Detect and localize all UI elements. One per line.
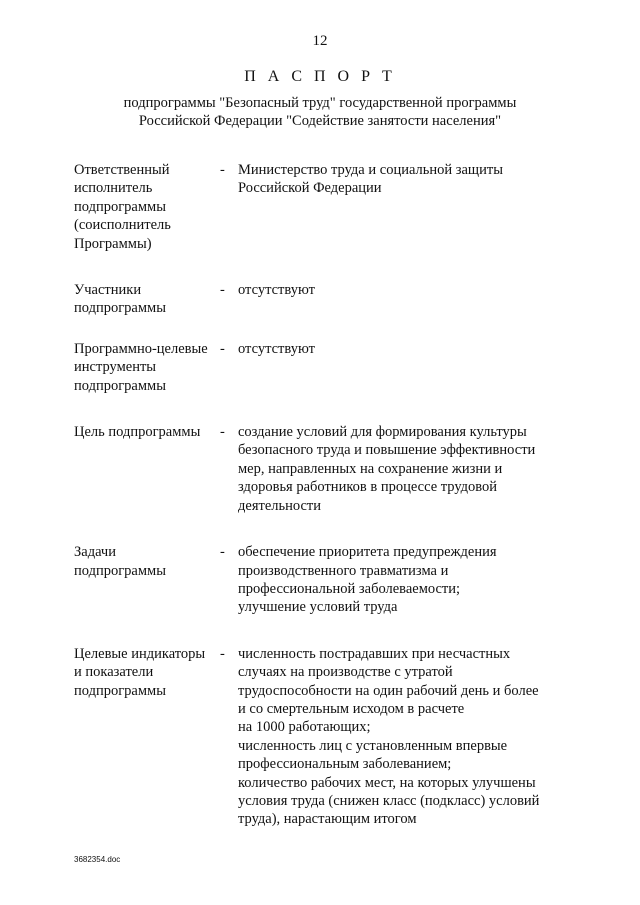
row-label-line: инструменты (74, 359, 157, 376)
row-label-line: подпрограммы (74, 198, 166, 215)
row-label (74, 543, 220, 580)
row-value-line: Российской Федерации (238, 180, 382, 197)
row-value-line: количество рабочих мест, на которых улучшены (238, 774, 536, 791)
row-value-line: отсутствуют (238, 340, 315, 357)
row-value-line: создание условий для формирования культуры (238, 424, 527, 441)
row-label-line: подпрограммы (74, 562, 166, 579)
row-label-line: и показатели (74, 664, 154, 681)
row-value-line: случаях на производстве с утратой (238, 664, 453, 681)
row-value-line: здоровья работников в процессе трудовой (238, 479, 498, 496)
row-dash: - (220, 645, 225, 662)
row-label-line: подпрограммы (74, 300, 166, 317)
row-label-line: Программно-целевые (74, 340, 208, 357)
passport-row (74, 423, 564, 515)
row-dash: - (220, 544, 225, 561)
row-label-line: исполнитель (74, 180, 153, 197)
row-label-line: подпрограммы (74, 682, 166, 699)
row-value-line: трудоспособности на один рабочий день и более (238, 682, 539, 699)
row-label (74, 340, 220, 395)
subtitle-line: Российской Федерации "Содействие занятости населения" (138, 113, 502, 129)
row-label (74, 423, 220, 441)
row-value-line: условия труда (снижен класс (подкласс) условий (238, 792, 540, 809)
passport-row (74, 281, 564, 318)
row-value (238, 543, 564, 617)
row-dash: - (220, 282, 225, 299)
row-label (74, 645, 220, 700)
row-dash: - (220, 340, 225, 357)
passport-row (74, 645, 564, 829)
row-value-line: численность пострадавших при несчастных (238, 645, 511, 662)
row-value (238, 645, 564, 829)
row-value-line: профессиональной заболеваемости; (238, 580, 461, 597)
row-dash: - (220, 162, 225, 178)
row-value-line: труда), нарастающим итогом (238, 811, 417, 828)
row-label-line: Цель подпрограммы (74, 424, 201, 441)
passport-row (74, 543, 564, 617)
passport-table (74, 161, 564, 829)
row-value-line: отсутствуют (238, 282, 315, 299)
document-subtitle (0, 94, 640, 130)
row-value-line: производственного травматизма и (238, 562, 449, 579)
row-value-line: на 1000 работающих; (238, 719, 371, 736)
row-value (238, 281, 564, 299)
row-value-line: численность лиц с установленным впервые (238, 737, 508, 754)
row-label-line: Программы) (74, 235, 152, 252)
row-value (238, 340, 564, 358)
row-value-line: и со смертельным исходом в расчете (238, 700, 465, 717)
row-value (238, 161, 564, 198)
row-label-line: Ответственный (74, 162, 170, 178)
row-label-line: Целевые индикаторы (74, 645, 206, 662)
footer-file-code: 3682354.doc (74, 855, 121, 864)
row-dash: - (220, 424, 225, 441)
row-label-line: Участники (74, 282, 142, 299)
row-label-line: (соисполнитель (74, 217, 171, 234)
row-label (74, 161, 220, 253)
row-value-line: Министерство труда и социальной защиты (238, 162, 503, 178)
row-value-line: безопасного труда и повышение эффективности (238, 442, 536, 459)
row-label (74, 281, 220, 318)
row-value-line: деятельности (238, 497, 322, 514)
passport-row (74, 161, 564, 253)
document-title: П А С П О Р Т (244, 68, 396, 85)
row-value-line: улучшение условий труда (238, 599, 398, 616)
row-value-line: профессиональным заболеванием; (238, 756, 452, 773)
page-number: 12 (312, 33, 328, 49)
row-value-line: обеспечение приоритета предупреждения (238, 544, 497, 561)
row-label-line: подпрограммы (74, 377, 166, 394)
row-label-line: Задачи (74, 544, 116, 561)
row-value-line: мер, направленных на сохранение жизни и (238, 460, 503, 477)
row-value (238, 423, 564, 515)
passport-row (74, 340, 564, 395)
subtitle-line: подпрограммы "Безопасный труд" государственной программы (123, 95, 517, 111)
